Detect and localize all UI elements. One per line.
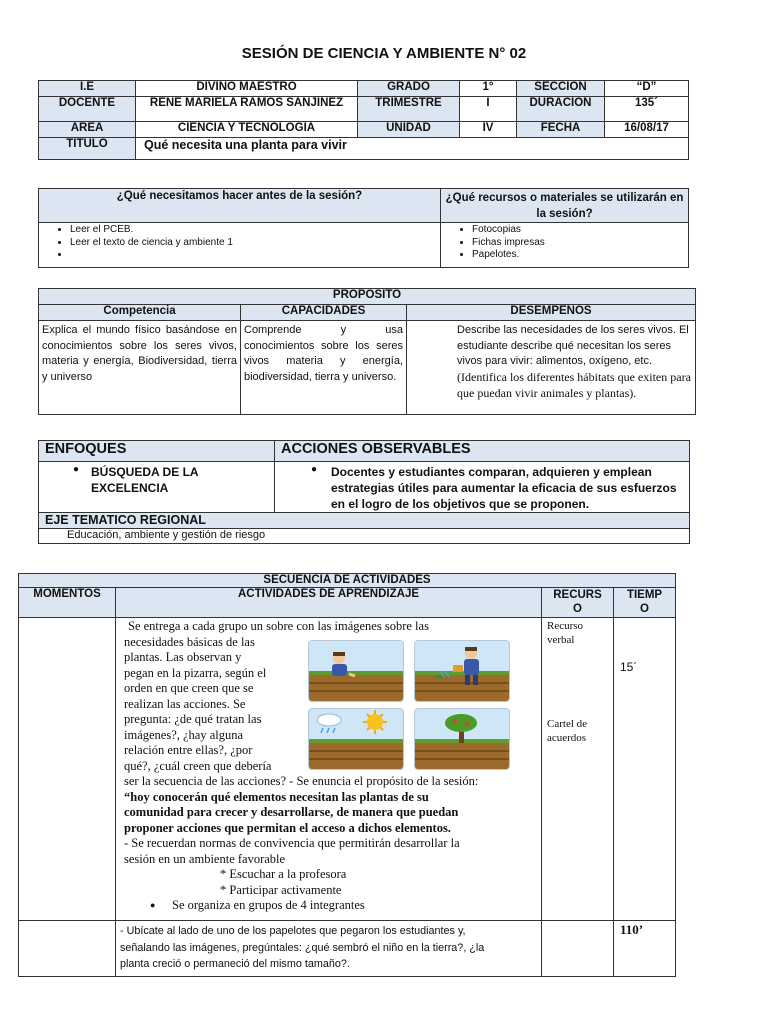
area-value: CIENCIA Y TECNOLOGÍA	[136, 122, 358, 138]
proposito-bold-0: “hoy conocerán qué elementos necesitan las plantas de su	[124, 789, 429, 804]
competencia-text: Explica el mundo físico basándose en conocimientos sobre los seres vivos, materia y energía, Biodiversidad, tierra y universo	[39, 321, 241, 415]
seccion-value: “D”	[605, 81, 689, 97]
grado-label: GRADO	[358, 81, 460, 97]
recurso-header-line1: RECURS	[553, 589, 602, 601]
ie-value: DIVINO MAESTRO	[136, 81, 358, 97]
tiempo-header-line2: O	[640, 603, 649, 615]
activity-wrap-7: relación entre ellas?, ¿por	[124, 743, 253, 757]
recurso-verbal-1: Recurso	[547, 620, 584, 632]
activity-wrap-2: pegan en la pizarra, según el	[124, 665, 267, 680]
proposito-table	[38, 288, 696, 415]
momento-cell	[19, 921, 116, 977]
tiempo-value: 15´	[620, 660, 638, 674]
normas-line2: sesión en un ambiente favorable	[124, 851, 286, 866]
recurso-cell	[542, 618, 614, 921]
row2-line3: planta creció o permaneció del mismo tamaño?.	[120, 958, 350, 970]
grupos-text: Se organiza en grupos de 4 integrantes	[172, 898, 365, 912]
row2-line1: - Ubícate al lado de uno de los papelotes que pegaron los estudiantes y,	[120, 925, 466, 937]
enfoques-table	[38, 440, 690, 544]
eje-value: Educación, ambiente y gestión de riesgo	[39, 529, 690, 544]
recurso-cartel-1: Cartel de	[547, 718, 588, 730]
activity-line-after: ser la secuencia de las acciones? - Se enuncia el propósito de la sesión:	[124, 774, 479, 788]
list-item: • Fichas impresas	[472, 237, 685, 250]
row2-line2: señalando las imágenes, pregúntales: ¿qué sembró el niño en la tierra?, ¿la	[120, 941, 485, 954]
list-item	[70, 249, 437, 262]
recurso-header	[542, 588, 614, 618]
trimestre-value: I	[460, 97, 517, 122]
proposito-header: PROPÓSITO	[39, 289, 696, 305]
activity-wrap-5: pregunta: ¿de qué tratan las	[124, 712, 262, 726]
titulo-value: Qué necesita una planta para vivir	[136, 138, 689, 160]
accion-text: Docentes y estudiantes comparan, adquieren y emplean estrategias útiles para aumentar la eficacia de sus esfuerzos en el logro de los objetivos que se proponen.	[331, 465, 677, 511]
desempenos-note: (Identifica los diferentes hábitats que exiten para que puedan vivir animales y plantas).	[457, 369, 691, 400]
activity-intro: Se entrega a cada grupo un sobre con las imágenes sobre las	[128, 619, 429, 633]
bullet: ●	[73, 464, 80, 475]
docente-label: DOCENTE	[39, 97, 136, 122]
activity-wrap-4: realizan las acciones. Se	[124, 696, 246, 711]
activity-wrap-8: qué?, ¿cuál creen que debería	[124, 758, 272, 773]
activity-wrap-3: orden en que creen que se	[124, 681, 254, 695]
list-item: • Leer el PCEB.	[70, 224, 437, 237]
fecha-value: 16/08/17	[605, 122, 689, 138]
eje-label: EJE TEMATICO REGIONAL	[39, 513, 690, 529]
list-item: • Leer el texto de ciencia y ambiente 1	[70, 237, 437, 250]
bullet: ●	[150, 900, 156, 910]
acciones-header: ACCIONES OBSERVABLES	[275, 441, 690, 462]
bullet: ●	[311, 464, 318, 475]
recurso-verbal-2: verbal	[547, 634, 575, 646]
image-boy-watering	[414, 640, 510, 702]
activity-wrap-1: plantas. Las observan y	[124, 650, 242, 664]
titulo-label: TÍTULO	[39, 138, 136, 160]
prep-right-list	[444, 224, 685, 262]
desempenos-header: DESEMPEÑOS	[407, 305, 696, 321]
duracion-value: 135´	[605, 97, 689, 122]
proposito-bold-1: comunidad para crecer y desarrollarse, de manera que puedan	[124, 805, 459, 819]
tiempo-header	[614, 588, 676, 618]
image-grown-tree	[414, 708, 510, 770]
desempenos-text: Describe las necesidades de los seres vivos. El estudiante describe qué necesitan los seres vivos para vivir: alimentos, oxígeno, etc.	[457, 324, 689, 367]
momento-cell	[19, 618, 116, 921]
proposito-bold-2: proponer acciones que permitan el acceso a dichos elementos.	[124, 820, 451, 835]
trimestre-label: TRIMESTRE	[358, 97, 460, 122]
norma-b: * Participar activamente	[220, 882, 342, 897]
secuencia-header: SECUENCIA DE ACTIVIDADES	[19, 574, 676, 588]
competencia-header: Competencia	[39, 305, 241, 321]
image-sun-rain	[308, 708, 404, 770]
unidad-label: UNIDAD	[358, 122, 460, 138]
seccion-label: SECCIÓN	[517, 81, 605, 97]
prep-table	[38, 188, 689, 268]
image-boy-planting	[308, 640, 404, 702]
norma-a: * Escuchar a la profesora	[220, 867, 347, 881]
normas-line1: - Se recuerdan normas de convivencia que permitirán desarrollar la	[124, 836, 460, 850]
duracion-label: DURACIÓN	[517, 97, 605, 122]
list-item: • Fotocopias	[472, 224, 685, 237]
area-label: ÁREA	[39, 122, 136, 138]
tiempo-header-line1: TIEMP	[626, 589, 663, 601]
actividad-cell	[116, 618, 542, 921]
activity-wrap-0: necesidades básicas de las	[124, 634, 255, 649]
tiempo-value-2: 110’	[614, 921, 676, 977]
info-table	[38, 80, 689, 160]
enfoque-text: BÚSQUEDA DE LA EXCELENCIA	[91, 465, 199, 495]
capacidades-header: CAPACIDADES	[241, 305, 407, 321]
tiempo-cell	[614, 618, 676, 921]
capacidades-text: Comprende y usa conocimientos sobre los seres vivos materia y energía, biodiversidad, tierra y universo.	[241, 321, 407, 415]
prep-right-header: ¿Qué recursos o materiales se utilizarán en la sesión?	[441, 189, 689, 223]
actividades-header: ACTIVIDADES DE APRENDIZAJE	[116, 588, 542, 618]
grado-value: 1°	[460, 81, 517, 97]
secuencia-table	[18, 573, 676, 977]
page-title: SESIÓN DE CIENCIA Y AMBIENTE N° 02	[241, 45, 527, 62]
list-item: • Papelotes.	[472, 249, 685, 262]
recurso-cartel-2: acuerdos	[547, 732, 587, 744]
enfoques-header: ENFOQUES	[39, 441, 275, 462]
recurso-header-line2: O	[573, 603, 582, 615]
actividad-cell-2	[116, 921, 542, 977]
prep-left-list	[42, 224, 437, 262]
ie-label: I.E	[39, 81, 136, 97]
fecha-label: FECHA	[517, 122, 605, 138]
activity-wrap-6: imágenes?, ¿hay alguna	[124, 727, 244, 742]
prep-left-header: ¿Qué necesitamos hacer antes de la sesión?	[39, 189, 441, 223]
unidad-value: IV	[460, 122, 517, 138]
docente-value: RENE MARIELA RAMOS SANJINEZ	[136, 97, 358, 122]
momentos-header: MOMENTOS	[19, 588, 116, 618]
recurso-cell-2	[542, 921, 614, 977]
